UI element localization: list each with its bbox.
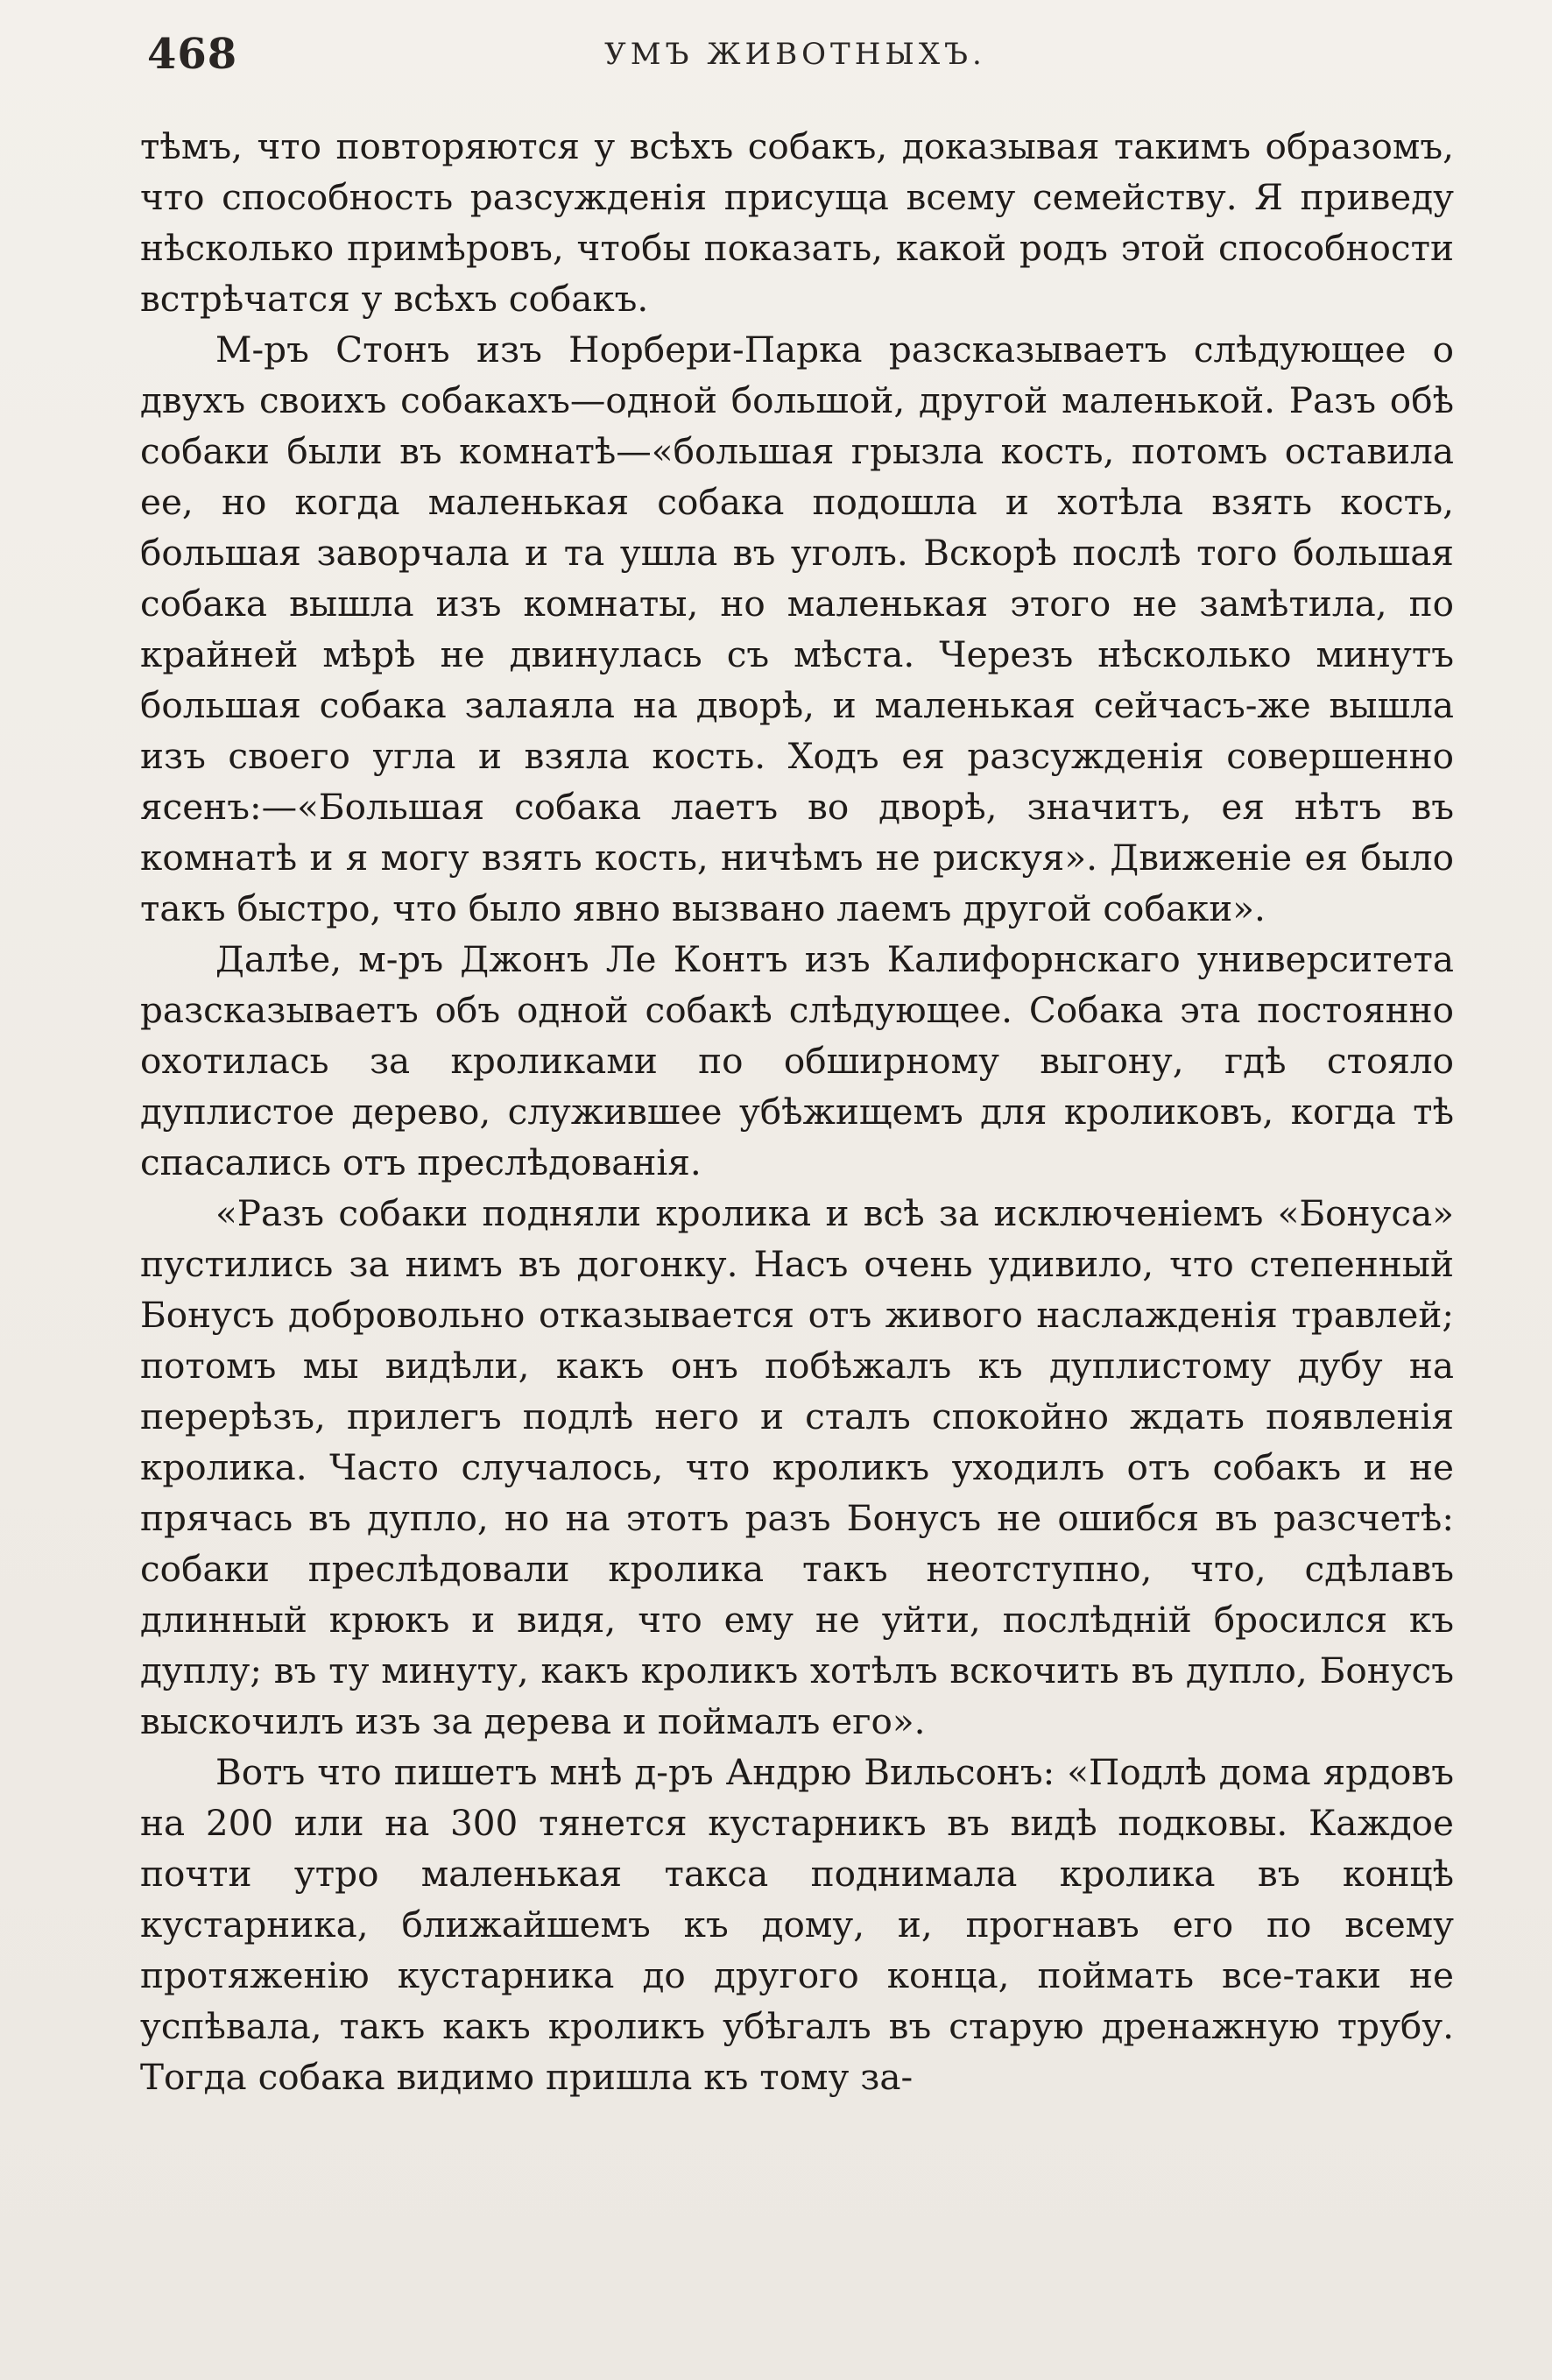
paragraph-bonus: «Разъ собаки подняли кролика и всѣ за исключеніемъ «Бонуса» пустились за нимъ въ догонку. Насъ очень удивило, что степенный Бонусъ добровольно отказывается отъ живого наслажденія травлей; потомъ мы видѣли, какъ онъ побѣжалъ къ дуплистому дубу на перерѣзъ, прилегъ подлѣ него и сталъ спокойно ждать появленія кролика. Часто случалось, что кроликъ уходилъ отъ собакъ и не прячась въ дупло, но на этотъ разъ Бонусъ не ошибся въ разсчетѣ: собаки преслѣдовали кролика такъ неотступно, что, сдѣлавъ длинный крюкъ и видя, что ему не уйти, послѣдній бросился къ дуплу; въ ту минуту, какъ кроликъ хотѣлъ вскочить въ дупло, Бонусъ выскочилъ изъ за дерева и поймалъ его». bbox=[140, 1192, 1454, 1742]
body-text bbox=[140, 121, 1454, 2102]
paragraph-le-conte: Далѣе, м-ръ Джонъ Ле Контъ изъ Калифорнскаго университета разсказываетъ объ одной собакѣ слѣдующее. Собака эта постоянно охотилась за кроликами по обширному выгону, гдѣ стояло дуплистое дерево, служившее убѣжищемъ для кроликовъ, когда тѣ спасались отъ преслѣдованія. bbox=[140, 938, 1454, 1183]
page-header bbox=[147, 30, 1443, 100]
paragraph-continuation: тѣмъ, что повторяются у всѣхъ собакъ, доказывая такимъ образомъ, что способность разсужденія присуща всему семейству. Я приведу нѣсколько примѣровъ, чтобы показать, какой родъ этой способности встрѣчатся у всѣхъ собакъ. bbox=[140, 125, 1454, 320]
paragraph-wilson: Вотъ что пишетъ мнѣ д-ръ Андрю Вильсонъ: «Подлѣ дома ярдовъ на 200 или на 300 тянется кустарникъ въ видѣ подковы. Каждое почти утро маленькая такса поднимала кролика въ концѣ кустарника, ближайшемъ къ дому, и, прогнавъ его по всему протяженію кустарника до другого конца, поймать все-таки не успѣвала, такъ какъ кроликъ убѣгалъ въ старую дренажную трубу. Тогда собака видимо пришла къ тому за- bbox=[140, 1751, 1454, 2098]
running-head: УМЪ ЖИВОТНЫХЪ. bbox=[604, 37, 986, 72]
page-number: 468 bbox=[147, 30, 238, 79]
paragraph-stone: М-ръ Стонъ изъ Норбери-Парка разсказываетъ слѣдующее о двухъ своихъ собакахъ—одной большой, другой маленькой. Разъ обѣ собаки были въ комнатѣ—«большая грызла кость, потомъ оставила ее, но когда маленькая собака подошла и хотѣла взять кость, большая заворчала и та ушла въ уголъ. Вскорѣ послѣ того большая собака вышла изъ комнаты, но маленькая этого не замѣтила, по крайней мѣрѣ не двинулась съ мѣста. Черезъ нѣсколько минутъ большая собака залаяла на дворѣ, и маленькая сейчасъ-же вышла изъ своего угла и взяла кость. Ходъ ея разсужденія совершенно ясенъ:—«Большая собака лаетъ во дворѣ, значитъ, ея нѣтъ въ комнатѣ и я могу взять кость, ничѣмъ не рискуя». Движеніе ея было такъ быстро, что было явно вызвано лаемъ другой собаки». bbox=[140, 328, 1454, 929]
